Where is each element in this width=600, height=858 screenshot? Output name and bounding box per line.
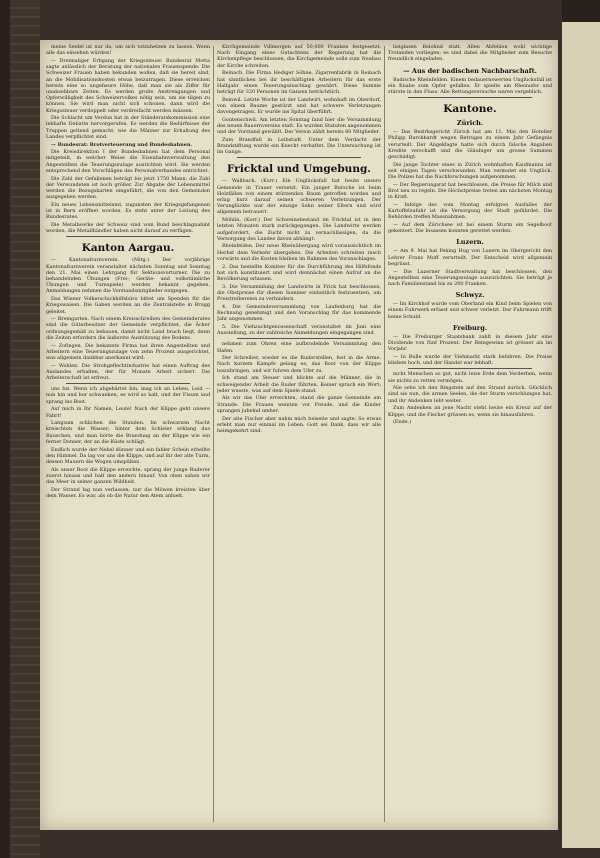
- column-3: [388, 44, 552, 826]
- paragraph: Langsam schlichen die Stunden. Im schwarzen Nacht kreischten die Wasser; hinter dem Schleier erklang das Rauschen, und man hörte die Brandung an der Klippe wie ein ferner Donner, der an die Küste schlägt.: [46, 420, 210, 445]
- paragraph: — Das Bezirksgericht Zürich hat am 11. Mai den Hotelier Philipp Burckhardt wegen Betruges zu einem Jahr Gefängnis verurteilt. Der Angeklagte hatte sich durch falsche Angaben Kredite verschafft und die Gläubiger um grosse Summen geschädigt.: [388, 129, 552, 161]
- col3-top: [388, 44, 552, 63]
- col3-luzern-paras: [388, 248, 552, 287]
- paragraph: meine Seidel ist nur da, um sich totzuhetzen zu lassen. Wenn alle das einsehen würden!: [46, 44, 210, 57]
- paragraph: Auf mich in Ihr Namen, Leute! Nach der Klippe geht unsere Fahrt!: [46, 406, 210, 419]
- column-2: [217, 44, 381, 826]
- paragraph: Der alte Fischer aber nahm mich beiseite und sagte: So etwas erlebt man nur einmal im Leben. Gott sei Dank, dass wir alle heimgekehrt sind.: [217, 415, 381, 434]
- paragraph: Ein neues Lebensmittelamt, zugunsten der Kriegsgefangenen ist in Bern eröffnet worden. Es steht unter der Leitung des Bundesrates.: [46, 201, 210, 221]
- paragraph: — Im Kirchhof wurde vom Oberland ein Kind beim Spielen von einem Fuhrwerk erfasst und schwer verletzt. Der Fuhrmann trifft keine Schuld.: [388, 301, 552, 320]
- paragraph: uns bis. Wenn ich abgehärtet bin, mag ich an Leben, Leid — nun hin und her schwanken, es wird so kalt, und der Flaum und sprang ins Boot.: [46, 386, 210, 405]
- paragraph: Badische Rheinfelden. Einem bedauernswerten Unglücksfall ist ein Knabe zum Opfer gefallen. Er spielte am Rheinufer und stürzte in den Fluss. Alle Rettungsversuche waren vergeblich.: [388, 76, 552, 96]
- subheading-zuerich: Zürich.: [456, 119, 484, 128]
- subheading-luzern: Luzern.: [456, 238, 484, 247]
- newspaper-page: [40, 40, 558, 830]
- divider: [408, 368, 532, 369]
- paragraph: — Die Luzerner Stadtverwaltung hat beschlossen, den Angestellten eine Teuerungszulage auszurichten. Sie beträgt je nach Familienstand bis zu 200 Franken.: [388, 268, 552, 287]
- column-rule: [384, 46, 385, 822]
- adjacent-page-edge: [562, 22, 600, 848]
- subheading-freiburg: Freiburg.: [452, 323, 488, 332]
- paragraph: Zum Andenken an jene Nacht steht heute ein Kreuz auf der Klippe, und die Fischer grüssen es, wenn sie hinausfahren.: [388, 405, 552, 418]
- section-heading-baden: — Aus der badischen Nachbarschaft.: [403, 66, 537, 75]
- paragraph: 3. Die Versammlung der Landwirte in Frick hat beschlossen, die Obstpreise für diesen Sommer einheitlich festzusetzen, um Preistreibereien zu verhindern.: [217, 283, 381, 303]
- col1-sec2-paras: [46, 257, 210, 381]
- paragraph: — Zofingen. Die bekannte Firma hat ihren Angestellten und Arbeitern eine Teuerungszulage von zehn Prozent ausgerichtet, was allgemein dankbar anerkannt wird.: [46, 342, 210, 361]
- paragraph: Nie sehe ich den Ringstein auf den Strand zurück. Glücklich sind sie nun, die armen Seelen, die der Sturm verschlungen hat, und ihr Andenken lebt weiter.: [388, 385, 552, 404]
- book-binding: [10, 0, 40, 858]
- paragraph: Kirchgemeinde Villmergen auf 50,000 Franken festgesetzt. Nach Eingang eines Gutachtens der Regierung hat die Kirchenpflege beschlossen, die Kirchgemeinde solle zum Neubau der Kirche schreiten.: [217, 44, 381, 69]
- paragraph: — Bremgarten. Nach einem Kreisschreiben des Gemeinderates sind die Güterbesitzer der Gemeinde verpflichtet, die Äcker ordnungsgemäß zu bebauen, damit nicht Land brach liegt, denn die Zeiten erfordern die äußerste Ausnützung des Bodens.: [46, 316, 210, 341]
- paragraph: Möhlin. (Korr.) Der Schweinebestand im Fricktal ist in den letzten Monaten stark zurückgegangen. Die Landwirte werden aufgefordert, die Zucht nicht zu vernachlässigen, da die Versorgung des Landes davon abhängt.: [217, 217, 381, 242]
- divider: [66, 383, 190, 384]
- paragraph: — Wallbach. (Korr.) Ein Unglücksfall hat heute unsere Gemeinde in Trauer versetzt. Ein junger Bursche ist beim Holzfällen von einem stürzenden Baum getroffen worden und erlag kurz darauf seinen schweren Verletzungen. Der Verunglückte war der einzige Sohn seiner Eltern und wird allgemein betrauert.: [217, 178, 381, 216]
- section-heading-fricktal: Fricktal und Umgebung.: [227, 163, 371, 176]
- paragraph: — Wohlen. Die Strohgeflechtindustrie hat einen Auftrag des Auslandes erhalten, der für Monate Arbeit sichert. Die Arbeiterschaft ist erfreut.: [46, 362, 210, 382]
- col3-schwyz-paras: [388, 301, 552, 320]
- paragraph: Zum Brandfall in Leibstadt. Unter dem Verdacht der Brandstiftung wurde ein Knecht verhaftet. Die Untersuchung ist im Gange.: [217, 136, 381, 156]
- col1-top: [46, 44, 210, 140]
- paragraph: Als unser Boot die Klippe erreichte, sprang der junge Ruderer zuerst hinaus und half den andern hinauf. Von oben sahen wir das Meer in seiner ganzen Wildheit.: [46, 466, 210, 486]
- paragraph: Die Schlacht um Verdun hat in der Ständeratskommission eine lebhafte Debatte hervorgerufen. Es werden die Bedürfnisse der Truppen geltend gemacht, wie die Männer zur Erhaltung des Landes verpflichtet sind.: [46, 115, 210, 140]
- paragraph: — Kantonalturnverein. (Mitg.) Der vorjährige Kantonalturnverein veranstaltet nächsten Sonntag und Sonntag den 21. Mai einen Lehrgang für Sektionsvorturner. Die zu behandelnden Übungen (Frei-, Geräte- und volkstümliche Übungen und Turnspiele) werden bekannt gegeben. Anmeldungen nehmen die Vorstandsmitglieder entgegen.: [46, 257, 210, 295]
- paragraph: — Infolge des vom Montag erfolgten Ausfalles der Kartoffelzufuhr ist die Versorgung der Stadt gefährdet. Die Behörden treffen Massnahmen.: [388, 201, 552, 221]
- paragraph: — Am 9. Mai hat Peking Hug von Luzern im Obergericht den Lehrer Franz Muff verurteilt. Der Entscheid wird allgemein begrüsst.: [388, 248, 552, 267]
- paragraph: Der Strand lag nun verlassen; nur die Möwen kreisten über dem Wasser. Es war, als ob die Natur den Atem anhielt.: [46, 486, 210, 499]
- paragraph: 5. Die Viehzuchtgenossenschaft veranstaltet im Juni eine Ausstellung, zu der zahlreiche Anmeldungen eingegangen sind.: [217, 323, 381, 337]
- paragraph: 2. Das bestellte Komitee für die Durchführung des Hilfsfonds hat sich konstituiert und wird demnächst einen Aufruf an die Bevölkerung erlassen.: [217, 263, 381, 282]
- col3-freiburg-paras: [388, 334, 552, 367]
- paragraph: Die Zahl der Gefallenen beträgt bis jetzt 1750 Mann; die Zahl der Verwundeten ist noch größer. Zur Abgabe der Lebensmittel werden die Bezugskarten eingeführt, die von den Gemeinden ausgegeben werden.: [46, 175, 210, 201]
- col2-bottom: [217, 341, 381, 434]
- book-spine: [0, 0, 10, 858]
- divider: [66, 236, 190, 237]
- divider: [237, 157, 361, 158]
- section-heading-aargau: Kanton Aargau.: [81, 242, 175, 255]
- col1-bottom: [46, 386, 210, 499]
- paragraph: nicht Menschen so gut, nicht leise Erde dem Verderben, wenn sie nichts zu retten vermögen.: [388, 371, 552, 384]
- paragraph: nehmen zum Ohren eine aufbrodelnde Versammlung den Hafen.: [217, 341, 381, 354]
- paragraph: 4. Die Gemeindeversammlung von Laufenburg hat die Rechnung genehmigt und den Voranschlag für das kommende Jahr angenommen.: [217, 303, 381, 323]
- divider: [408, 97, 532, 98]
- paragraph: — Die Freiburger Staatsbank zahlt in diesem Jahr eine Dividende von fünf Prozent. Der Reingewinn ist grösser als im Vorjahr.: [388, 333, 552, 353]
- col2-sec1-paras: [217, 178, 381, 336]
- paragraph: Die junge Tochter eines in Zürich wohnhaften Kaufmanns ist seit einigen Tagen verschwunden. Man vermutet ein Unglück. Die Polizei hat die Nachforschungen aufgenommen.: [388, 161, 552, 181]
- paragraph: Beinwil. Letzte Woche ist der Landwirt, wohnhaft im Oberdorf, von einem Baume gestürzt und hat schwere Verletzungen davongetragen. Er wurde ins Spital überführt.: [217, 96, 381, 116]
- paragraph: (Ende.): [393, 419, 412, 426]
- subheading-schwyz: Schwyz.: [455, 291, 485, 300]
- section-heading-kantone: Kantone.: [443, 103, 497, 116]
- paragraph: — In Bulle wurde der Viehmarkt stark befahren. Die Preise blieben hoch, und der Handel war lebhaft.: [388, 353, 552, 367]
- col1-sec1-paras: [46, 149, 210, 234]
- paragraph: Rheinfelden. Der neue Rheinübergang wird voraussichtlich im Herbst dem Verkehr übergeben. Die Arbeiten schreiten rasch vorwärts und die Kosten bleiben im Rahmen des Voranschlages.: [217, 243, 381, 262]
- paragraph: Die Metallwerke der Schweiz sind vom Bund beschlagnahmt worden, die Metallhändler haben nicht darauf zu verfügen.: [46, 221, 210, 235]
- paragraph: Gontenschwil. Am letzten Sonntag fand hier die Versammlung des neuen Bauernvereins statt. Es wurden Statuten angenommen und der Vorstand gewählt. Der Verein zählt bereits 80 Mitglieder.: [217, 116, 381, 136]
- paragraph: — Dreimaliger Erbgang der Kriegssteuer. Bundesrat Motta sagte anlässlich der Beratung der nationalen Frauenspende: Die Schweizer Frauen haben bekunden wollen, daß sie bereit sind, an die Mobilisationskosten etwas beizutragen. Diese erreichen bereits eine so ungeheure Höhe, daß man sie als Ziffer für unabsehbare Zeiten. Es werden große Anstrengungen und Opferwilligkeit des Schweizervolkes nötig sein, um sie tilgen zu können. Sie wird man nicht sich schonen, dann wird die Kriegssteuer verdoppelt oder verdreifacht werden müssen.: [46, 57, 210, 114]
- column-1: [46, 44, 210, 826]
- paragraph: — Auf dem Zürichsee ist bei einem Sturm ein Segelboot gekentert. Die Insassen konnten gerettet werden.: [388, 222, 552, 235]
- col3-zuerich-paras: [388, 129, 552, 234]
- col1-sec1-heading: — Bundesrat: Brotverteuerung und Bundesbahnen.: [51, 141, 193, 148]
- col2-top: [217, 44, 381, 155]
- dark-edge: [562, 0, 600, 22]
- paragraph: Als wir das Ufer erreichten, stand die ganze Gemeinde am Strande. Die Frauen weinten vor Freude, und die Kinder sprangen jubelnd umher.: [217, 395, 381, 414]
- paragraph: — Der Regierungsrat hat beschlossen, die Preise für Milch und Brot neu zu regeln. Die Höchstpreise treten am nächsten Montag in Kraft.: [388, 181, 552, 201]
- col3-sec1-paras: [388, 77, 552, 96]
- col3-bottom: [388, 371, 552, 425]
- paragraph: Die Kreisdirektion I der Bundesbahnen hat dem Personal mitgeteilt, in welcher Weise die Eisenbahnverwaltung den Angestellten die Teuerungszulage ausrichten wird. Sie werden entsprechend den Vorschlägen des Personalverbandes entrichtet.: [46, 149, 210, 174]
- column-rule: [213, 46, 214, 822]
- paragraph: Endlich wurde der Nebel dünner und ein fahler Schein erhellte den Himmel. Da lag vor uns die Klippe, und auf ihr der alte Turm, dessen Mauern die Wogen umspülten.: [46, 446, 210, 465]
- paragraph: lieiglasen Belohnd statt. Allen Abfehlen wohl wichtige Trotanden vorliegen; es sind dabei die Mitglieder zum Besuche freundlich eingeladen.: [388, 44, 552, 63]
- paragraph: Reinach. Die Firma Hediger Söhne, Zigarrenfabrik in Reinach hat sämtlichen bei ihr beschäftigten Arbeitern für das erste Halbjahr einen Teuerungszuschlag gewährt. Diese Summe beträgt für 320 Personen im Ganzen beträchtlich.: [217, 70, 381, 95]
- paragraph: Der Schreiber, wieder es die Ruderstellen, fest in die Arme. Nach kurzem Kampfe gelang es, das Boot von der Klippe loszubringen, und wir fuhren dem Ufer zu.: [217, 355, 381, 374]
- paragraph: Ich stand am Steuer und blickte auf die Männer, die in schweigender Arbeit die Ruder führten. Keiner sprach ein Wort; jeder wusste, was auf dem Spiele stand.: [217, 375, 381, 394]
- paragraph: Das Wiener Volkerschickhilfsbüro bittet um Spenden für die Kriegswaisen. Die Gaben werden an die Zentralstelle in Brugg geleitet.: [46, 296, 210, 315]
- divider: [237, 338, 361, 339]
